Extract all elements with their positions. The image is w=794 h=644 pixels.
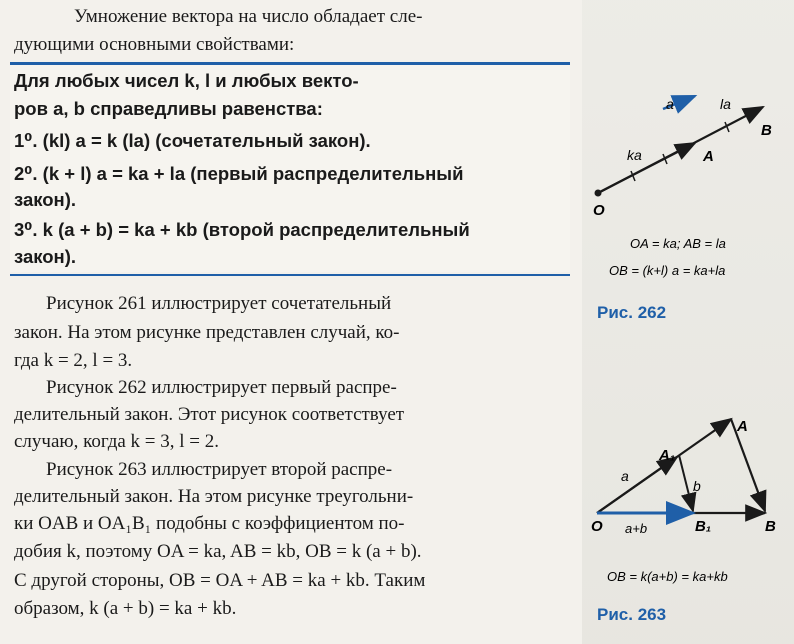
figure-263: [585, 405, 790, 595]
caption-fig-262: Рис. 262: [597, 303, 667, 322]
property-3-line-2: закон).: [14, 246, 77, 267]
property-3-line-1: 3⁰. k (a + b) = ka + kb (второй распределительный: [14, 219, 470, 240]
caption-fig-263: Рис. 263: [597, 605, 667, 624]
box-top-rule: [10, 62, 570, 65]
para1-line-1: Рисунок 261 иллюстрирует сочетательный: [46, 293, 392, 314]
formula-OB: OB = (k+l) a = ka+la: [609, 263, 726, 278]
vector-OA-line: [598, 143, 695, 193]
para3-line-3: ки OAB и OA₁B₁ подобны с коэффициентом по-: [14, 513, 405, 534]
label-B-263: B: [765, 518, 776, 535]
label-ka: ka: [627, 147, 642, 163]
intro-line-1: Умножение вектора на число обладает сле-: [74, 6, 423, 27]
box-line-2: ров a, b справедливы равенства:: [14, 98, 323, 119]
label-a-plus-b: a+b: [625, 521, 648, 536]
point-O: [595, 190, 602, 197]
label-la: la: [720, 96, 731, 112]
label-a: a: [666, 96, 674, 112]
property-1: 1⁰. (kl) a = k (la) (сочетательный закон).: [14, 130, 371, 151]
box-bottom-rule: [10, 274, 570, 276]
intro-line-2: дующими основными свойствами:: [14, 34, 295, 55]
label-a-263: a: [621, 468, 629, 484]
para2-line-1: Рисунок 262 иллюстрирует первый распре-: [46, 377, 397, 398]
property-2-line-1: 2⁰. (k + l) a = ka + la (первый распределительный: [14, 163, 464, 184]
figure-262: [585, 85, 785, 325]
para3-line-4: добия k, поэтому OA = ka, AB = kb, OB = k (a + b).: [14, 541, 422, 562]
label-B: B: [761, 122, 772, 139]
para3-line-5: С другой стороны, OB = OA + AB = ka + kb. Таким: [14, 570, 426, 591]
para2-line-2: делительный закон. Этот рисунок соответствует: [14, 404, 405, 425]
label-A-263: A: [737, 418, 748, 435]
para2-line-3: случаю, когда k = 3, l = 2.: [14, 431, 220, 452]
box-line-1: Для любых чисел k, l и любых векто-: [14, 70, 359, 91]
label-A1: A₁: [659, 447, 676, 464]
formula-fig-263: OB = k(a+b) = ka+kb: [607, 569, 728, 584]
para3-line-2: делительный закон. На этом рисунке треугольни-: [14, 486, 414, 507]
vector-b: [679, 455, 693, 511]
label-B1: B₁: [695, 518, 712, 535]
vector-a: [597, 457, 677, 513]
label-O-263: O: [591, 518, 603, 535]
formula-OA-AB: OA = ka; AB = la: [630, 236, 726, 251]
property-2-line-2: закон).: [14, 189, 77, 210]
label-A: A: [703, 148, 714, 165]
para3-line-1: Рисунок 263 иллюстрирует второй распре-: [46, 459, 393, 480]
label-b-263: b: [693, 478, 701, 494]
para1-line-2: закон. На этом рисунке представлен случай, ко-: [14, 322, 400, 343]
label-O: O: [593, 202, 605, 219]
para1-line-3: гда k = 2, l = 3.: [14, 350, 133, 371]
para3-line-6: образом, k (a + b) = ka + kb.: [14, 598, 237, 619]
